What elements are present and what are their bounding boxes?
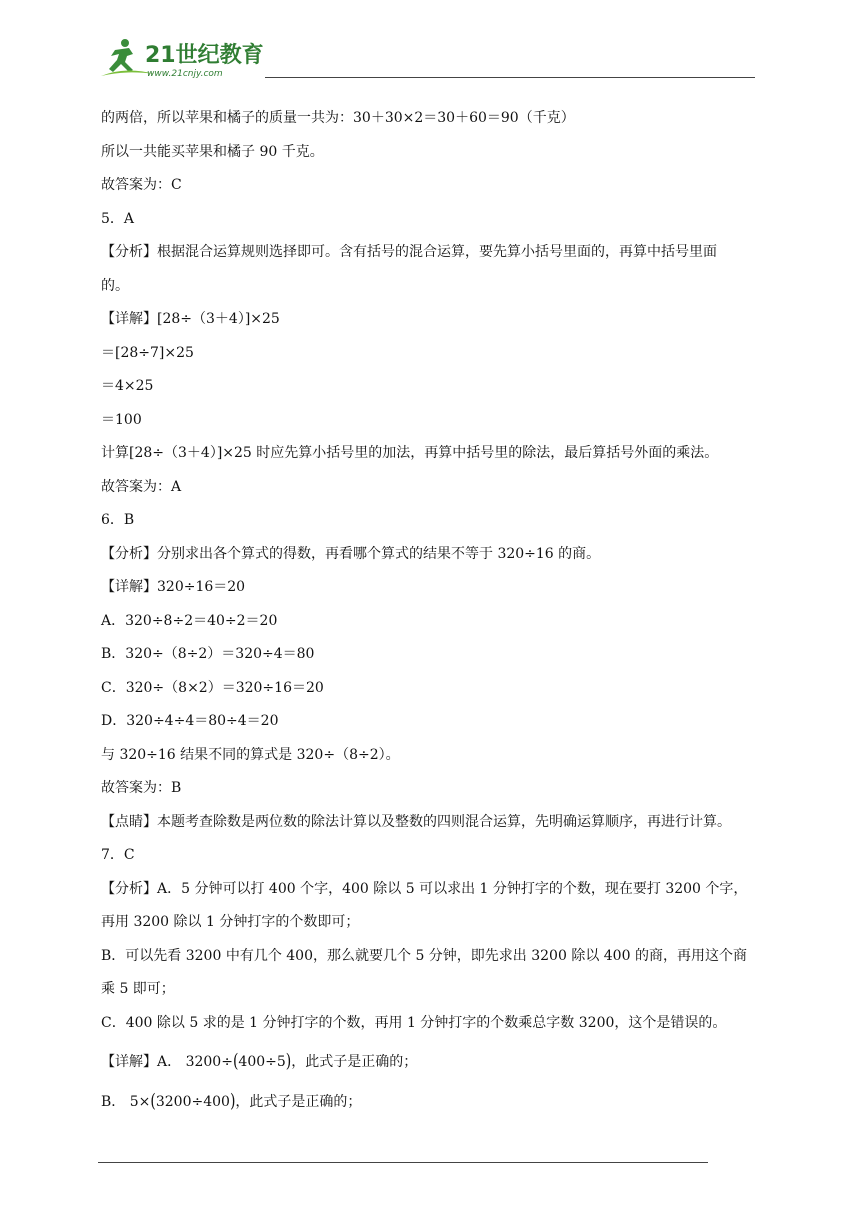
text-line: 故答案为：A: [101, 478, 182, 495]
text-line: 的两倍，所以苹果和橘子的质量一共为：30＋30×2＝30＋60＝90（千克）: [101, 110, 575, 126]
text-line: B．320÷（8÷2）＝320÷4＝80: [101, 646, 315, 662]
text-line: 故答案为：C: [101, 177, 182, 193]
header-rule: [265, 77, 755, 78]
detail-b-line: [101, 1086, 771, 1120]
detail-b-formula: [129, 1090, 236, 1113]
page-header: [95, 30, 755, 80]
paren-close: ): [229, 1090, 236, 1113]
detail-a-prefix: 【详解】A．: [101, 1054, 182, 1070]
paren-open: (: [232, 1050, 239, 1073]
logo-text: 21世纪教育: [145, 43, 264, 68]
text-line: 【详解】320÷16＝20: [101, 579, 246, 595]
text-line: 【分析】根据混合运算规则选择即可。含有括号的混合运算，要先算小括号里面的，再算中括号里面: [101, 244, 717, 260]
detail-a-formula: [185, 1050, 292, 1073]
detail-b-suffix: ，此式子是正确的；: [235, 1093, 362, 1110]
logo-21cnjy: [95, 36, 265, 80]
text-line: B．可以先看 3200 中有几个 400，那么就要几个 5 分钟，即先求出 3200 除以 400 的商，再用这个商: [101, 947, 747, 964]
paren-open: (: [150, 1090, 156, 1113]
text-line: 所以一共能买苹果和橘子 90 千克。: [101, 143, 324, 160]
text-line: 【分析】分别求出各个算式的得数，再看哪个算式的结果不等于 320÷16 的商。: [101, 545, 601, 562]
question-number: 5．A: [101, 210, 135, 227]
text-line: 的。: [101, 277, 129, 294]
question-number: 6．B: [101, 512, 135, 528]
formula-left: 5×: [129, 1093, 151, 1110]
text-line: 【详解】[28÷（3＋4）]×25: [101, 311, 280, 327]
text-line: 与 320÷16 结果不同的算式是 320÷（8÷2）。: [101, 746, 400, 763]
text-line: 乘 5 即可；: [101, 981, 175, 997]
text-line: A．320÷8÷2＝40÷2＝20: [101, 612, 278, 629]
paren-close: ): [285, 1050, 292, 1073]
footer-rule: [98, 1162, 708, 1163]
detail-b-prefix: B．: [101, 1093, 126, 1110]
formula-inner: 3200÷400: [155, 1093, 230, 1110]
text-line: 【分析】A．5 分钟可以打 400 个字，400 除以 5 可以求出 1 分钟打字的个数，现在要打 3200 个字，: [101, 880, 748, 897]
text-line: 故答案为：B: [101, 780, 182, 796]
formula-inner: 400÷5: [238, 1054, 286, 1070]
text-line: ＝4×25: [101, 378, 154, 394]
logo-url: www.21cnjy.com: [147, 69, 223, 79]
text-line: 再用 3200 除以 1 分钟打字的个数即可；: [101, 914, 360, 930]
text-line: 【点睛】本题考查除数是两位数的除法计算以及整数的四则混合运算，先明确运算顺序，再进行计算。: [101, 813, 731, 830]
document-body: [101, 102, 771, 1119]
text-line: 计算[28÷（3＋4）]×25 时应先算小括号里的加法，再算中括号里的除法，最后算括号外面的乘法。: [101, 445, 719, 461]
text-line: C．320÷（8×2）＝320÷16＝20: [101, 679, 324, 696]
text-line: ＝[28÷7]×25: [101, 344, 194, 361]
text-line: C．400 除以 5 求的是 1 分钟打字的个数，再用 1 分钟打字的个数乘总字数 3200，这个是错误的。: [101, 1014, 727, 1031]
text-line: D．320÷4÷4＝80÷4＝20: [101, 713, 279, 729]
formula-left: 3200÷: [185, 1054, 233, 1070]
text-line: ＝100: [101, 411, 142, 428]
question-number: 7．C: [101, 847, 135, 863]
detail-a-line: [101, 1046, 771, 1080]
detail-a-suffix: ，此式子是正确的；: [291, 1054, 418, 1070]
